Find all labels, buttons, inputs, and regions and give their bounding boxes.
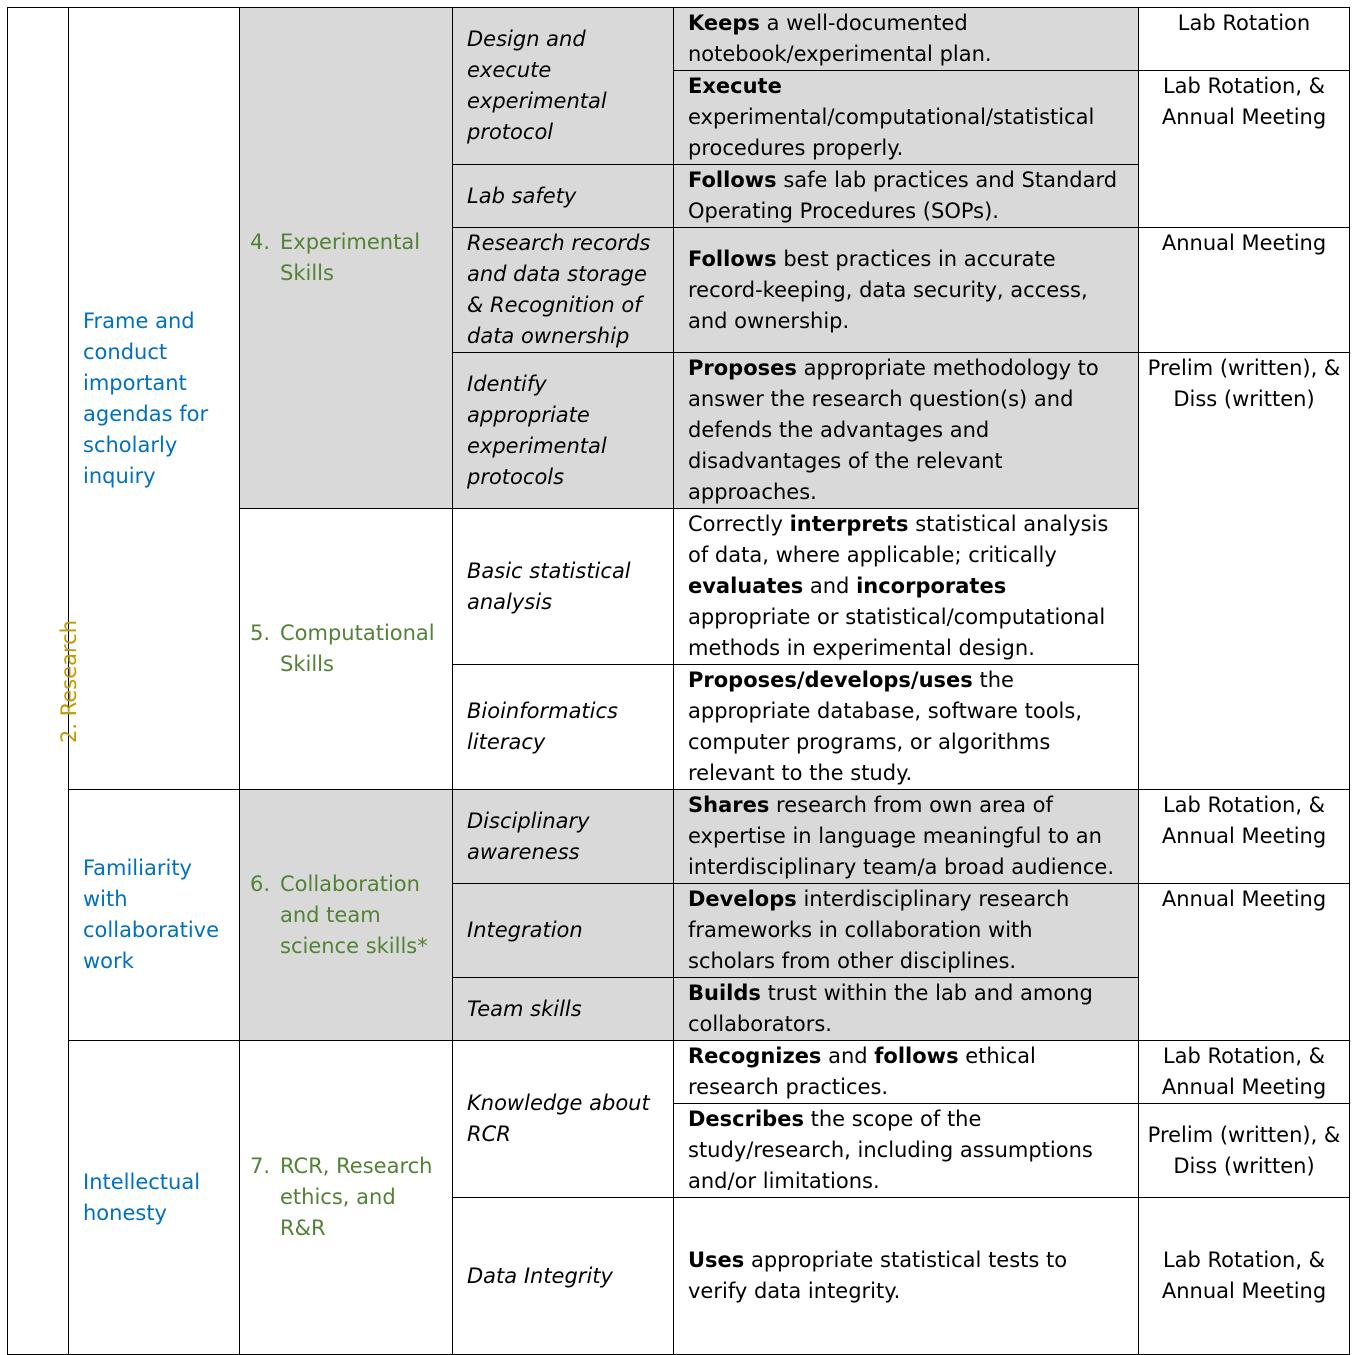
- description-cell: [674, 8, 1139, 71]
- description-verb: incorporates: [856, 574, 1007, 598]
- description-verb: Shares: [688, 793, 770, 817]
- description-verb: Follows: [688, 246, 777, 271]
- description-verb: Proposes: [688, 356, 797, 380]
- description-verb: Describes: [688, 1107, 804, 1131]
- evaluation-cell: [1139, 71, 1350, 228]
- description-text: and: [821, 1044, 875, 1068]
- subskill-cell: [453, 1198, 674, 1355]
- subskill-label: Disciplinary awareness: [467, 808, 590, 864]
- research-area-cell: [8, 8, 82, 1355]
- evaluation-label: Annual Meeting: [1161, 231, 1327, 255]
- description-text: trust within the lab and among collaborators.: [688, 981, 1093, 1036]
- description-cell: [674, 1198, 1139, 1355]
- description-cell: [674, 353, 1139, 509]
- skill-label: RCR, Research ethics, and R&R: [280, 1154, 433, 1240]
- goal-label: Intellectual honesty: [83, 1169, 201, 1225]
- evaluation-cell: [1139, 228, 1350, 353]
- subskill-label: Lab safety: [467, 183, 577, 208]
- description-verb: Execute: [688, 74, 782, 98]
- evaluation-label: Lab Rotation, & Annual Meeting: [1161, 1044, 1327, 1099]
- subskill-cell: [453, 509, 674, 665]
- description-text: and: [803, 574, 857, 598]
- description-verb: Follows: [688, 168, 777, 192]
- description-text: Correctly: [688, 512, 790, 536]
- skill-cell: [240, 1041, 453, 1355]
- skill-label: Computational Skills: [280, 621, 435, 676]
- description-cell: [674, 1104, 1139, 1198]
- subskill-label: Bioinformatics literacy: [467, 699, 618, 754]
- description-verb: Recognizes: [688, 1044, 822, 1068]
- evaluation-cell: [1139, 1104, 1350, 1198]
- research-area-label: 2. Research: [57, 619, 82, 743]
- description-text: experimental/computational/statistical procedures properly.: [688, 105, 1095, 160]
- subskill-cell: [453, 665, 674, 790]
- subskill-label: Basic statistical analysis: [467, 558, 631, 614]
- subskill-cell: [453, 884, 674, 978]
- subskill-label: Design and execute experimental protocol: [467, 27, 607, 144]
- evaluation-label: Lab Rotation, & Annual Meeting: [1161, 74, 1327, 129]
- description-cell: [674, 978, 1139, 1041]
- skill-label: Collaboration and team science skills*: [280, 871, 428, 958]
- skill-cell: [240, 790, 453, 1041]
- subskill-cell: [453, 1041, 674, 1198]
- skill-number: 5.: [250, 621, 271, 645]
- description-verb: Develops: [688, 887, 797, 911]
- skill-number: 6.: [250, 871, 271, 896]
- description-cell: [674, 665, 1139, 790]
- description-cell: [674, 71, 1139, 165]
- subskill-label: Identify appropriate experimental protocols: [467, 371, 607, 489]
- subskill-cell: [453, 353, 674, 509]
- evaluation-label: Lab Rotation, & Annual Meeting: [1161, 793, 1327, 848]
- skill-number: 4.: [250, 230, 271, 254]
- description-text: the scope of the study/research, including assumptions and/or limitations.: [688, 1107, 1093, 1193]
- subskill-cell: [453, 228, 674, 353]
- description-verb: evaluates: [688, 574, 804, 598]
- description-verb: Builds: [688, 981, 761, 1005]
- description-text: appropriate statistical tests to verify data integrity.: [688, 1248, 1068, 1303]
- skill-cell: [240, 509, 453, 790]
- evaluation-label: Prelim (written), & Diss (written): [1147, 1122, 1341, 1178]
- evaluation-cell: [1139, 790, 1350, 884]
- description-text: ethical research practices.: [688, 1044, 1036, 1099]
- description-verb: interprets: [789, 512, 909, 536]
- table-row: [8, 1041, 1350, 1104]
- skill-number: 7.: [250, 1154, 271, 1178]
- description-verb: Keeps: [688, 11, 760, 35]
- description-verb: follows: [874, 1044, 959, 1068]
- skill-label: Experimental Skills: [280, 230, 421, 285]
- subskill-label: Research records and data storage & Recognition of data ownership: [467, 231, 651, 348]
- goal-cell: [69, 790, 240, 1041]
- description-cell: [674, 228, 1139, 353]
- description-cell: [674, 1041, 1139, 1104]
- description-text: safe lab practices and Standard Operating Procedures (SOPs).: [688, 168, 1118, 223]
- goal-label: Frame and conduct important agendas for scholarly inquiry: [83, 308, 209, 488]
- evaluation-label: Lab Rotation: [1177, 11, 1311, 35]
- subskill-label: Knowledge about RCR: [467, 1091, 650, 1146]
- description-verb: Uses: [688, 1248, 745, 1272]
- table-row: [8, 8, 1350, 71]
- description-text: research from own area of expertise in language meaningful to an interdisciplinary team/a broad audience.: [688, 793, 1114, 879]
- evaluation-cell: [1139, 1041, 1350, 1104]
- evaluation-label: Prelim (written), & Diss (written): [1147, 356, 1341, 411]
- subskill-cell: [453, 790, 674, 884]
- table-row: [8, 790, 1350, 884]
- subskill-cell: [453, 978, 674, 1041]
- evaluation-label: Lab Rotation, & Annual Meeting: [1161, 1248, 1327, 1303]
- goal-cell: [69, 1041, 240, 1355]
- description-text: appropriate or statistical/computational methods in experimental design.: [688, 605, 1106, 660]
- subskill-cell: [453, 165, 674, 228]
- goal-label: Familiarity with collaborative work: [83, 856, 220, 973]
- description-text: interdisciplinary research frameworks in collaboration with scholars from other disciplines.: [688, 887, 1070, 973]
- competency-table: [7, 7, 1350, 1355]
- evaluation-label: Annual Meeting: [1161, 887, 1327, 911]
- description-verb: Proposes/develops/uses: [688, 668, 973, 692]
- description-text: the appropriate database, software tools, computer programs, or algorithms relevant to the study.: [688, 668, 1082, 785]
- subskill-label: Data Integrity: [467, 1263, 613, 1288]
- description-cell: [674, 165, 1139, 228]
- goal-cell: [69, 8, 240, 790]
- evaluation-cell: [1139, 353, 1350, 790]
- skill-cell: [240, 8, 453, 509]
- subskill-label: Integration: [467, 918, 583, 942]
- subskill-cell: [453, 8, 674, 165]
- description-text: appropriate methodology to answer the research question(s) and defends the advantages and disadvantages of the relevant approaches.: [688, 356, 1099, 504]
- evaluation-cell: [1139, 8, 1350, 71]
- description-cell: [674, 790, 1139, 884]
- description-text: best practices in accurate record-keeping, data security, access, and ownership.: [688, 246, 1088, 333]
- description-cell: [674, 509, 1139, 665]
- description-cell: [674, 884, 1139, 978]
- description-text: a well-documented notebook/experimental plan.: [688, 11, 992, 66]
- subskill-label: Team skills: [467, 996, 582, 1021]
- evaluation-cell: [1139, 1198, 1350, 1355]
- description-text: statistical analysis of data, where applicable; critically: [688, 512, 1109, 567]
- evaluation-cell: [1139, 884, 1350, 1041]
